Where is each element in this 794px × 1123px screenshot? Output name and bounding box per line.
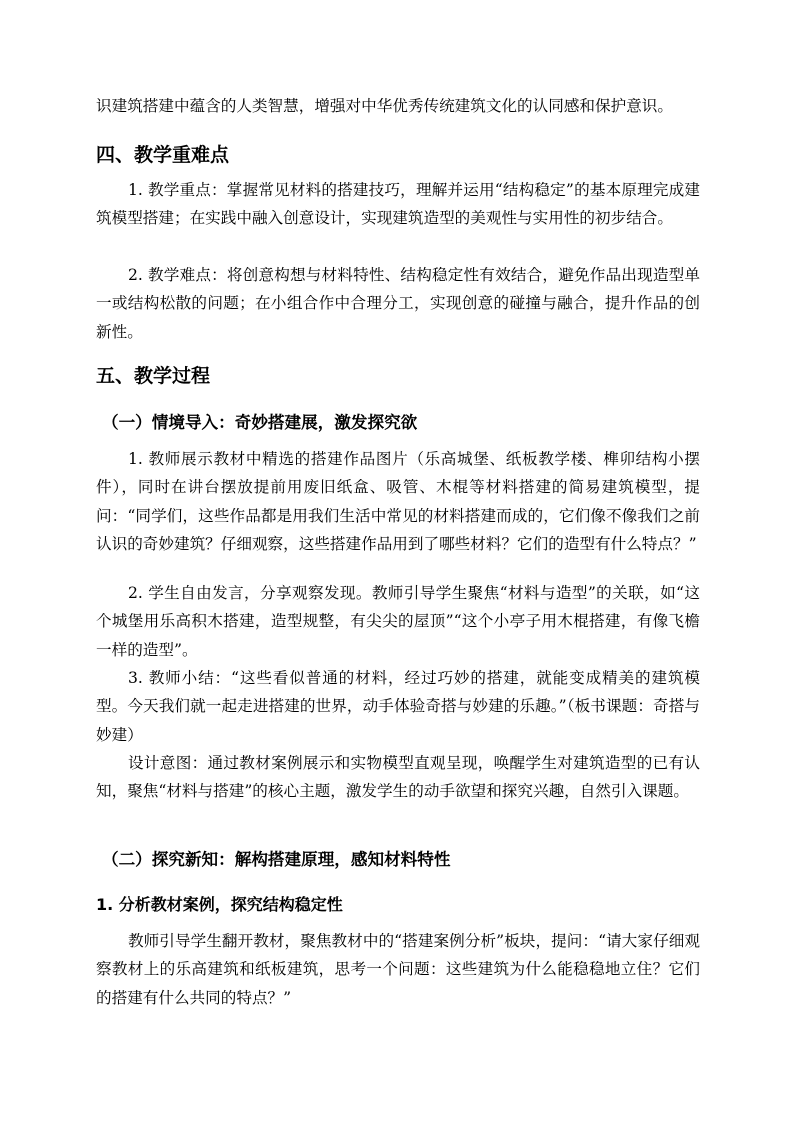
paragraph-step-2: 2. 学生自由发言，分享观察发现。教师引导学生聚焦“材料与造型”的关联，如“这个城堡用乐高积木搭建，造型规整，有尖尖的屋顶”“这个小亭子用木棍搭建，有像飞檐一样的造型”。 bbox=[96, 584, 700, 659]
paragraph-step-3: 3. 教师小结：“这些看似普通的材料，经过巧妙的搭建，就能变成精美的建筑模型。今天我们就一起走进搭建的世界，动手体验奇搭与妙建的乐趣。”（板书课题：奇搭与妙建） bbox=[96, 669, 700, 744]
section-heading-difficulties: 四、教学重难点 bbox=[96, 144, 230, 166]
paragraph-teaching-difficulties: 2. 教学难点：将创意构想与材料特性、结构稳定性有效结合，避免作品出现造型单一或结构松散的问题；在小组合作中合理分工，实现创意的碰撞与融合，提升作品的创新性。 bbox=[96, 266, 700, 341]
subsection-heading-introduction: （一）情境导入：奇妙搭建展，激发探究欲 bbox=[102, 413, 418, 432]
paragraph-case-analysis: 教师引导学生翻开教材，聚焦教材中的“搭建案例分析”板块，提问：“请大家仔细观察教材上的乐高建筑和纸板建筑，思考一个问题：这些建筑为什么能稳稳地立住？它们的搭建有什么共同的特点？” bbox=[96, 932, 700, 1007]
paragraph-design-intent: 设计意图：通过教材案例展示和实物模型直观呈现，唤醒学生对建筑造型的已有认知，聚焦“材料与搭建”的核心主题，激发学生的动手欲望和探究兴趣，自然引入课题。 bbox=[96, 754, 700, 801]
paragraph-step-1: 1. 教师展示教材中精选的搭建作品图片（乐高城堡、纸板教学楼、榫卯结构小摆件），同时在讲台摆放提前用废旧纸盒、吸管、木棍等材料搭建的简易建筑模型，提问：“同学们，这些作品都是用我们生活中常见的材料搭建而成的，它们像不像我们之前认识的奇妙建筑？仔细观察，这些搭建作品用到了哪些材料？它们的造型有什么特点？” bbox=[96, 450, 700, 554]
subsection-heading-exploration: （二）探究新知：解构搭建原理，感知材料特性 bbox=[102, 850, 451, 869]
paragraph-intro-tail: 识建筑搭建中蕴含的人类智慧，增强对中华优秀传统建筑文化的认同感和保护意识。 bbox=[96, 97, 673, 115]
section-heading-process: 五、教学过程 bbox=[96, 365, 211, 387]
point-heading-structure-stability: 1. 分析教材案例，探究结构稳定性 bbox=[96, 895, 343, 914]
paragraph-teaching-key-points: 1. 教学重点：掌握常见材料的搭建技巧，理解并运用“结构稳定”的基本原理完成建筑模型搭建；在实践中融入创意设计，实现建筑造型的美观性与实用性的初步结合。 bbox=[96, 181, 700, 228]
